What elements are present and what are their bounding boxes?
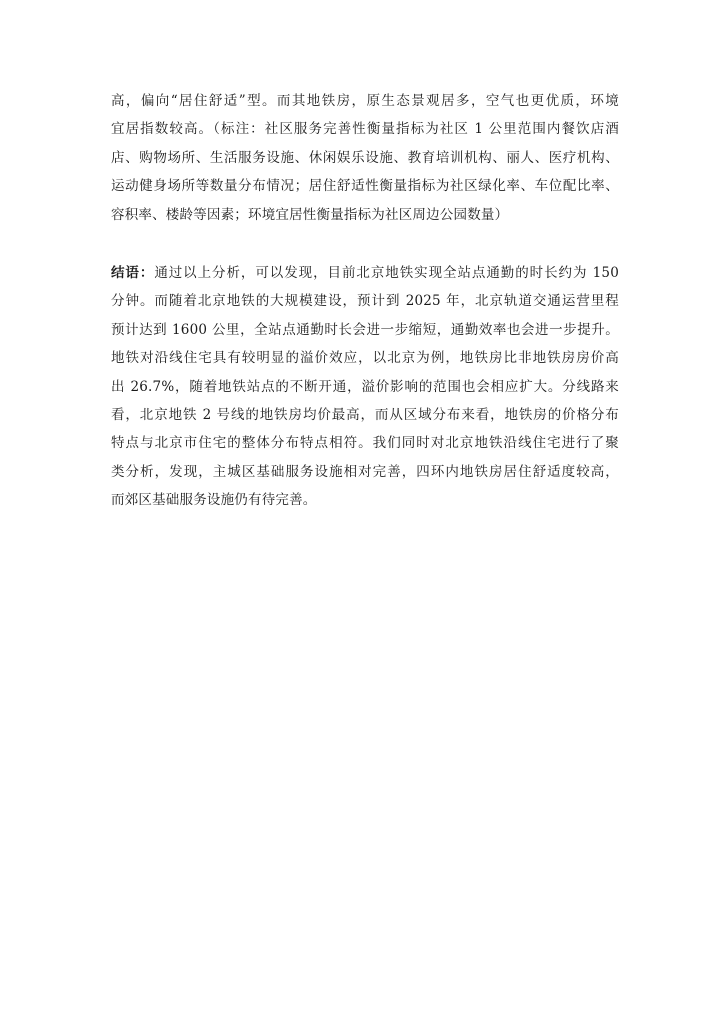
text-line: 宜居指数较高。（标注：社区服务完善性衡量指标为社区 1 公里范围内餐饮店酒 <box>111 121 619 138</box>
paragraph-conclusion <box>111 259 619 515</box>
text-line: 特点与北京市住宅的整体分布特点相符。我们同时对北京地铁沿线住宅进行了聚 <box>111 435 619 452</box>
paragraph-community-indicators <box>111 87 619 229</box>
text-line: 看，北京地铁 2 号线的地铁房均价最高，而从区域分布来看，地铁房的价格分布 <box>111 406 619 423</box>
text-line: 店、购物场所、生活服务设施、休闲娱乐设施、教育培训机构、丽人、医疗机构、 <box>111 149 619 166</box>
text-line: 地铁对沿线住宅具有较明显的溢价效应，以北京为例，地铁房比非地铁房房价高 <box>111 350 619 367</box>
conclusion-label: 结语： <box>111 265 155 281</box>
text-line <box>111 259 619 287</box>
conclusion-first-line: 通过以上分析，可以发现，目前北京地铁实现全站点通勤的时长约为 150 <box>154 265 619 281</box>
text-line: 出 26.7%，随着地铁站点的不断开通，溢价影响的范围也会相应扩大。分线路来 <box>111 378 619 395</box>
text-line: 而郊区基础服务设施仍有待完善。 <box>111 492 317 509</box>
text-line: 高，偏向“居住舒适”型。而其地铁房，原生态景观居多，空气也更优质，环境 <box>111 93 619 109</box>
text-line: 预计达到 1600 公里，全站点通勤时长会进一步缩短，通勤效率也会进一步提升。 <box>111 321 619 338</box>
text-line: 运动健身场所等数量分布情况；居住舒适性衡量指标为社区绿化率、车位配比率、 <box>111 178 619 195</box>
text-line: 分钟。而随着北京地铁的大规模建设，预计到 2025 年，北京轨道交通运营里程 <box>111 293 619 310</box>
text-line: 类分析，发现，主城区基础服务设施相对完善，四环内地铁房居住舒适度较高， <box>111 463 619 480</box>
text-line: 容积率、楼龄等因素；环境宜居性衡量指标为社区周边公园数量） <box>111 206 509 223</box>
